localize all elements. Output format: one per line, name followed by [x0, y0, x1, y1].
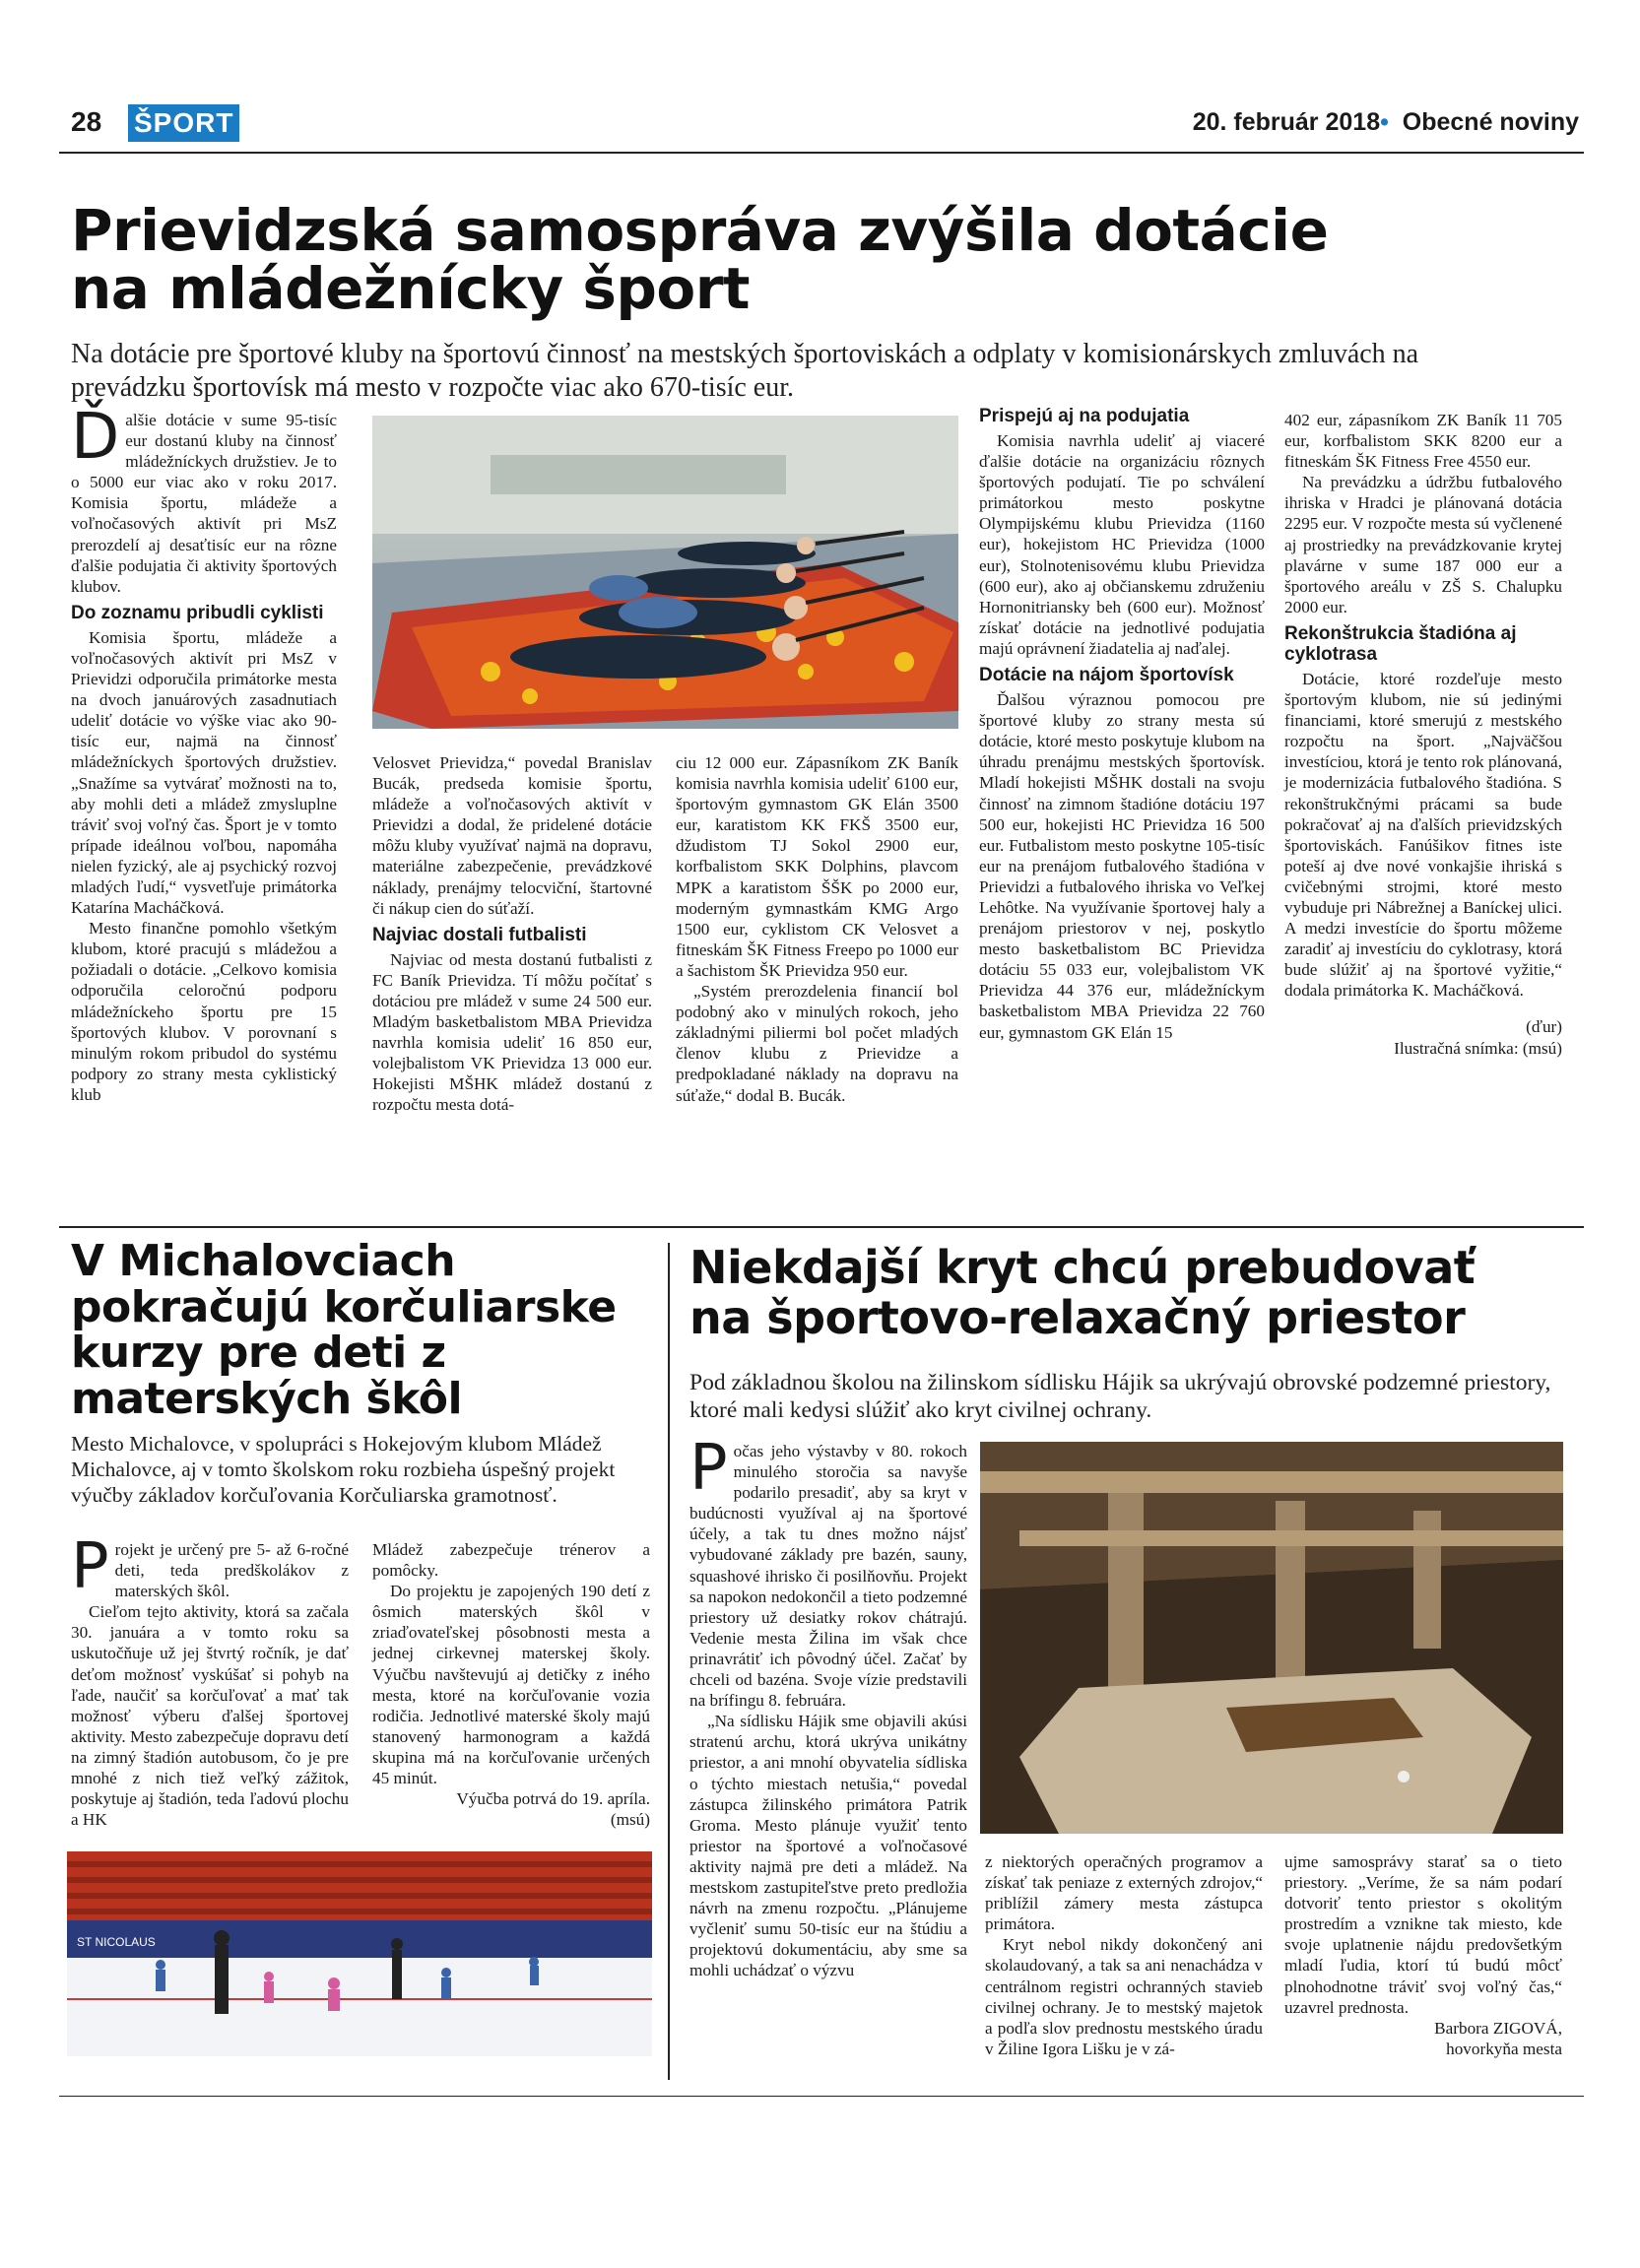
photo-ice-rink — [67, 1851, 652, 2056]
article3-title-line2: na športovo-relaxačný priestor — [689, 1290, 1466, 1344]
paragraph: alšie dotácie v sume 95-tisíc eur dostanú kluby na činnosť mládežníckych družstiev. Je to o 5000 eur viac ako v roku 2017. Komisia športu, mládeže a voľnočasových aktivít pri MsZ prerozdelí aj desaťtisíc eur na rôzne ďalšie podujatia či aktivity športových klubov. — [71, 411, 337, 596]
author-role: hovorkyňa mesta — [1446, 2039, 1562, 2058]
article1-lead: Na dotácie pre športové kluby na športovú činnosť na mestských športoviskách a odplaty v komisionárskych zmluvách na prevádzku športovísk má mesto v rozpočte viac ako 670-tisíc eur. — [71, 339, 1419, 404]
paragraph: Komisia navrhla udeliť aj viaceré ďalšie dotácie na organizáciu rôznych športových podujatí. Tie po schválení primátorkou mesto poskytne Olympijskému klubu Prievidza (1160 eur), hokejistom HC Prievidza (1000 eur), Stolnotenisovému klubu Prievidza (600 eur), ako aj občianskemu združeniu Hornonitriansky beh (600 eur). Možnosť získať dotácie na jednotlivé podujatia majú oprávnení žiadatelia aj naďalej. — [979, 431, 1265, 658]
paragraph: ujme samosprávy starať sa o tieto priestory. „Veríme, že sa nám podarí dotvoriť tento priestor s okolitým prostredím a vznikne tak miesto, kde svoje uplatnenie nájdu predovšetkým mladí ľudia, ktorí tú budú môcť plnohodnotne tráviť svoj voľný čas,“ uzavrel prednosta. — [1284, 1852, 1562, 2017]
article1-col1 — [71, 401, 337, 1105]
paragraph: z niektorých operačných programov a získať tak peniaze z externých zdrojov,“ priblížil zámery mesta zástupca primátora. — [985, 1852, 1263, 1934]
article2-title-line4: materských škôl — [71, 1373, 463, 1424]
paragraph: Komisia športu, mládeže a voľnočasových aktivít pri MsZ v Prievidzi odporučila primátorke mesta na dvoch januárových zasadnutiach udeliť dotácie vo výške viac ako 90-tisíc eur, najmä na činnosť mládežníckych športových družstiev. „Snažíme sa vytvárať možnosti na to, aby mohli deti a mládež zmysluplne tráviť svoj voľný čas. Šport je v tomto prípade ideálnou voľbou, napomáha nielen fyzický, ale aj psychický rozvoj mladých ľudí,“ vysvetľuje primátorka Katarína Macháčková. — [71, 627, 337, 918]
masthead-date — [1193, 108, 1579, 137]
paragraph: „Systém prerozdelenia financií bol podobný ako v minulých rokoch, jeho základnými piliermi bol počet mladých členov klubu z Prievidze a predpokladané náklady na dopravu na súťaže,“ dodal B. Bucák. — [676, 982, 958, 1105]
byline: (msú) — [610, 1810, 650, 1830]
article1-title-line1: Prievidzská samospráva zvýšila dotácie — [71, 197, 1329, 264]
article2-title-line3: kurzy pre deti z — [71, 1328, 446, 1379]
rink-banner-text: ST NICOLAUS — [77, 1935, 156, 1949]
issue-date: 20. február 2018 — [1192, 108, 1381, 136]
article2-title-line2: pokračujú korčuliarske — [71, 1281, 617, 1332]
article3-title — [689, 1243, 1576, 1342]
article3-lead: Pod základnou školou na žilinskom sídlisku Hájik sa ukrývajú obrovské podzemné priestory, ktoré mali kedysi slúžiť ako kryt civilnej ochrany. — [689, 1370, 1551, 1423]
article3-title-line1: Niekdajší kryt chcú prebudovať — [689, 1241, 1476, 1294]
paragraph: Do projektu je zapojených 190 detí z ôsmich materských škôl v zriaďovateľskej pôsobnosti mesta a jednej cirkevnej materskej školy. Výučbu navštevujú aj detičky z iného mesta, ktoré na korčuľovanie vozia rodičia. Jednotlivé materské školy majú stanovený harmonogram a každá skupina má na korčuľovanie určených 45 minút. — [372, 1582, 650, 1788]
column-rule — [668, 1243, 670, 2080]
article1-title-line2: na mládežnícky šport — [71, 255, 751, 323]
article1-col4 — [979, 406, 1265, 1043]
author-name: Barbora ZIGOVÁ, — [1434, 2018, 1562, 2038]
paragraph: Cieľom tejto aktivity, ktorá sa začala 30. januára a v tomto roku sa uskutočňuje už jej štvrtý ročník, je dať deťom možnosť vyskúšať si pohyb na ľade, naučiť sa korčuľovať a mať tak možnosť výberu ďalšej športovej aktivity. Mesto zabezpečuje dopravu detí na zimný štadión autobusom, čo je pre mnohé z nich tiež veľký zážitok, poskytuje aj štadión, teda ľadovú plochu a HK — [71, 1602, 349, 1830]
paragraph: Ďalšou výraznou pomocou pre športové kluby zo strany mesta sú dotácie, ktoré mesto poskytuje klubom na úhradu prenájmu mestských športovísk. Mladí hokejisti MŠHK dostali na svoju činnosť na zimnom štadióne dotáciu 197 500 eur, hokejisti HC Prievidza 16 500 eur. Futbalistom mesto poskytne 105-tisíc eur na prenájom futbalového štadióna v Prievidzi a futbalového ihriska vo Veľkej Lehôtke. Na využívanie športovej haly a prenájom priestorov v nej, poskytlo mesto basketbalistom BC Prievidza dotáciu 55 033 eur, volejbalistom VK Prievidza 44 376 eur, mládežníckym basketbalistom MBA Prievidza 22 760 eur, gymnastom GK Elán 15 — [979, 690, 1265, 1042]
paragraph: Mesto finančne pomohlo všetkým klubom, ktoré pracujú s mládežou a požiadali o dotácie. „Celkovo komisia odporučila celoročnú podporu mládežníckeho športu pre 15 športových klubov. V porovnaní s minulým rokom pribudol do systému podpory zo strany mesta cyklistický klub — [71, 919, 337, 1104]
section-rule — [59, 1226, 1584, 1228]
article3-col1 — [689, 1432, 967, 1980]
footer-rule — [59, 2096, 1584, 2097]
drop-cap: P — [689, 1432, 728, 1505]
paragraph: Velosvet Prievidza,“ povedal Branislav Bucák, predseda komisie športu, mládeže a voľnočasových aktivít v Prievidzi a dodal, že pridelené dotácie môžu kluby využívať najmä na dopravu, materiálne zabezpečenie, prevádzkové náklady, prenájmy telocviční, štartovné či nákup cien do súťaží. — [372, 753, 652, 918]
section-label: ŠPORT — [128, 104, 239, 142]
paragraph: Výučba potrvá do 19. apríla. — [456, 1789, 650, 1809]
paragraph: Najviac od mesta dostanú futbalisti z FC Baník Prievidza. Tí môžu počítať s dotáciou pre mládež v sume 24 500 eur. Mladým basketbalistom MBA Prievidza navrhla komisia udeliť 16 850 eur, volejbalistom VK Prievidza 13 000 eur. Hokejisti MŠHK mládež dostanú z rozpočtu mesta dotá- — [372, 949, 652, 1115]
article2-col2 — [372, 1539, 650, 1830]
article2-title-line1: V Michalovciach — [71, 1236, 456, 1286]
article3-col3 — [1284, 1851, 1562, 2059]
paragraph: ciu 12 000 eur. Zápasníkom ZK Baník komisia navrhla komisia udeliť 6100 eur, športovým gymnastom GK Elán 3500 eur, karatistom KK FKŠ 3500 eur, džudistom TJ Sokol 2900 eur, korfbalistom SKK Dolphins, plavcom MPK a karatistom ŠŠK po 2000 eur, moderným gymnastkám KMG Argo 1500 eur, cyklistom CK Velosvet a fitneskám ŠK Fitness Freepo po 1000 eur a šachistom ŠK Prievidza 950 eur. — [676, 753, 958, 980]
publication-name: Obecné noviny — [1402, 108, 1579, 136]
photo-credit: Ilustračná snímka: (msú) — [1394, 1038, 1562, 1058]
article2-title — [71, 1236, 642, 1424]
paragraph: Mládež zabezpečuje trénerov a pomôcky. — [372, 1540, 650, 1581]
subheading: Najviac dostali futbalisti — [372, 924, 587, 945]
subheading: Dotácie na nájom športovísk — [979, 665, 1234, 686]
paragraph: rojekt je určený pre 5- až 6-ročné deti, teda predškolákov z materských škôl. — [114, 1540, 349, 1601]
page-number: 28 — [71, 106, 102, 137]
paragraph: očas jeho výstavby v 80. rokoch minulého storočia sa navyše podarilo presadiť, aby sa kryt v budúcnosti využíval aj na športové účely, a tak tu dnes možno nájsť vybudované základy pre bazén, sauny, squashové ihrisko či posilňovňu. Projekt sa napokon nedokončil a tieto podzemné priestory už desiatky rokov chátrajú. Vedenie mesta Žilina im však chce prinavrátiť ich pôvodný účel. Začať by chceli od bazéna. Svoje vízie predstavili na brífingu 8. februára. — [689, 1442, 967, 1711]
article1-col3 — [676, 752, 958, 1106]
drop-cap: P — [71, 1530, 109, 1603]
photo-shooting — [372, 416, 958, 729]
bullet: • — [1380, 108, 1389, 136]
subheading: Prispejú aj na podujatia — [979, 406, 1190, 426]
paragraph: Na prevádzku a údržbu futbalového ihriska v Hradci je plánovaná dotácia 2295 eur. V rozpočte mesta sú vyčlenené aj prostriedky na prevádzkovanie krytej plavárne v sume 187 000 eur a športového areálu v ZŠ S. Chalupku 2000 eur. — [1284, 473, 1562, 616]
photo-bunker — [980, 1442, 1563, 1834]
paragraph: Kryt nebol nikdy dokončený ani skolaudovaný, a tak sa ani nenachádza v centrálnom registri ochranných stavieb civilnej ochrany. Je to mestský majetok a podľa slov prednostu mestského úradu v Žiline Igora Lišku je v zá- — [985, 1935, 1263, 2058]
paragraph: Dotácie, ktoré rozdeľuje mesto športovým klubom, nie sú jedinými financiami, ktoré smerujú z mestského rozpočtu na šport. „Najväčšou investíciou, ktorá je tento rok plánovaná, je modernizácia futbalového štadióna. S rekonštrukčnými prácami sa bude pokračovať aj na ďalších prievidzských športoviskách. Fanúšikov fitnes iste poteší aj dve nové vonkajšie ihriská s cvičebnými strojmi, ktoré mesto vybuduje pri Nábrežnej a Baníckej ulici. A medzi investície do športu môžeme zaradiť aj investíciu do cyklotrasy, ktorá bude slúžiť aj na športové vyžitie,“ dodala primátorka K. Macháčková. — [1284, 669, 1562, 1001]
article2-col1 — [71, 1530, 349, 1830]
article1-col5 — [1284, 410, 1562, 1059]
article1-title — [71, 197, 1548, 323]
drop-cap: Ď — [71, 401, 120, 474]
header-rule — [59, 152, 1584, 154]
paragraph: 402 eur, zápasníkom ZK Baník 11 705 eur, korfbalistom SKK 8200 eur a fitneskám ŠK Fitness Free 4550 eur. — [1284, 411, 1562, 472]
byline: (ďur) — [1526, 1017, 1562, 1037]
paragraph: „Na sídlisku Hájik sme objavili akúsi stratenú archu, ktorá ukrýva unikátny priestor, a ani mnohí obyvatelia sídliska o týchto miestach netušia,“ povedal zástupca žilinského primátora Patrik Groma. Mesto plánuje využiť tento priestor na športové a voľnočasové aktivity najmä pre deti a mládež. Na mestskom zastupiteľstve preto predložia návrh na zmenu rozpočtu. „Plánujeme vyčleniť sumu 50-tisíc eur na štúdiu a projektovú dokumentáciu, aby sme sa mohli uchádzať o výzvu — [689, 1712, 967, 1980]
subheading: Rekonštrukcia štadióna aj cyklotrasa — [1284, 622, 1517, 665]
subheading: Do zoznamu pribudli cyklisti — [71, 602, 324, 623]
article1-col2 — [372, 752, 652, 1116]
article2-lead: Mesto Michalovce, v spolupráci s Hokejovým klubom Mládež Michalovce, aj v tomto školskom roku rozbieha úspešný projekt výučby základov korčuľovania Korčuliarska gramotnosť. — [71, 1432, 616, 1507]
article3-col2 — [985, 1851, 1263, 2059]
